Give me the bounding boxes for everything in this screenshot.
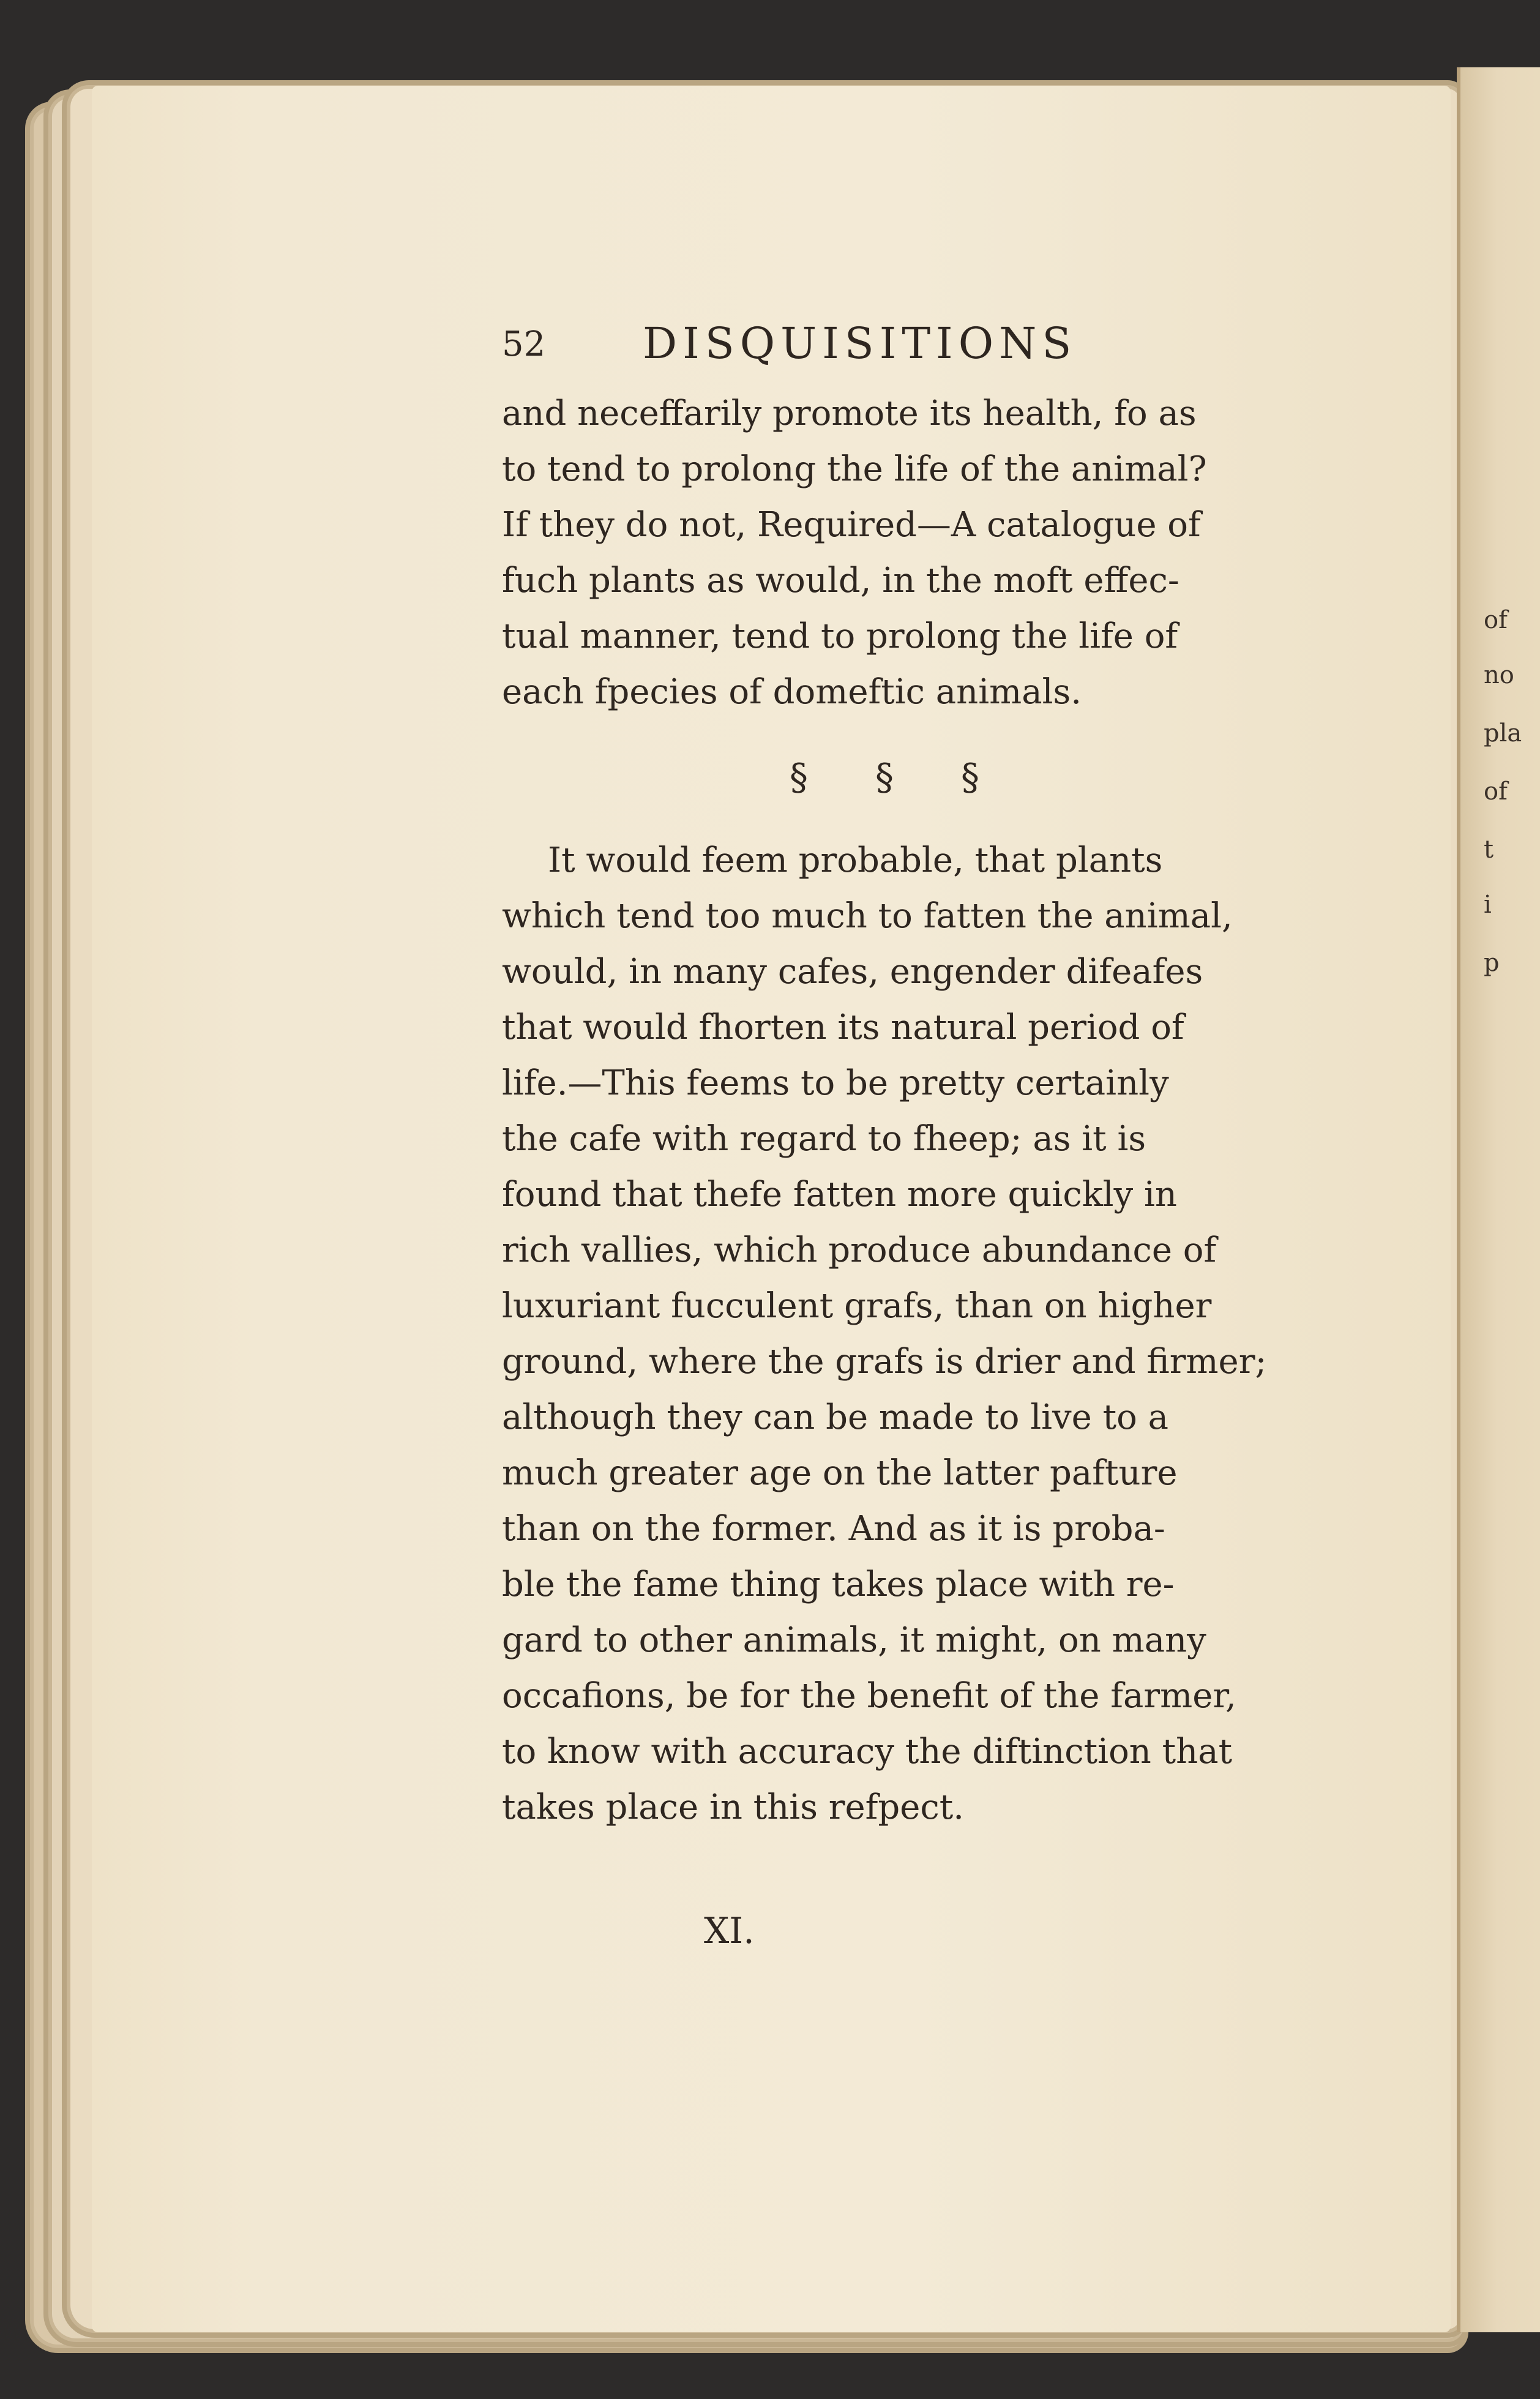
catchword: XI.: [704, 1910, 755, 1952]
text-line: luxuriant fucculent grafs, than on higher: [502, 1286, 1212, 1326]
text-line: rich vallies, which produce abundance of: [502, 1230, 1217, 1270]
facing-page-fragment: i: [1484, 891, 1492, 919]
text-line: occafions, be for the benefit of the farmer,: [502, 1676, 1236, 1716]
text-line: each fpecies of domeftic animals.: [502, 672, 1082, 712]
facing-page-fragment: pla: [1484, 719, 1522, 747]
text-line: fuch plants as would, in the moft effec-: [502, 561, 1179, 601]
facing-page-fragment: p: [1484, 949, 1500, 977]
ornament-glyph: §: [961, 756, 979, 799]
page-text: [502, 318, 1267, 1835]
text-line: than on the former. And as it is proba-: [502, 1509, 1165, 1549]
ornament-glyph: §: [790, 756, 808, 799]
text-line: takes place in this refpect.: [502, 1787, 965, 1827]
text-line: If they do not, Required—A catalogue of: [502, 505, 1201, 545]
text-line: tual manner, tend to prolong the life of: [502, 616, 1178, 656]
text-line: ground, where the grafs is drier and firmer;: [502, 1342, 1267, 1382]
text-line: much greater age on the latter pafture: [502, 1453, 1178, 1493]
facing-page-fragment: no: [1484, 661, 1514, 689]
text-line: ble the fame thing takes place with re-: [502, 1565, 1175, 1604]
paragraph-1: [502, 386, 1267, 720]
text-line: although they can be made to live to a: [502, 1398, 1169, 1437]
running-head: [502, 318, 1267, 386]
text-line: life.—This feems to be pretty certainly: [502, 1063, 1169, 1103]
paragraph-2: [502, 833, 1267, 1835]
text-line: to know with accuracy the diftinction that: [502, 1732, 1233, 1772]
text-line: the cafe with regard to fheep; as it is: [502, 1119, 1146, 1159]
text-line: found that thefe fatten more quickly in: [502, 1175, 1177, 1214]
text-line: and neceffarily promote its health, fo as: [502, 394, 1197, 433]
text-line: that would fhorten its natural period of: [502, 1008, 1184, 1047]
facing-page-fragment: of: [1484, 606, 1508, 634]
text-line: gard to other animals, it might, on many: [502, 1620, 1206, 1660]
section-ornament: [502, 756, 1267, 799]
facing-page-fragment: t: [1484, 836, 1494, 864]
running-title: DISQUISITIONS: [643, 318, 1077, 369]
text-line: It would feem probable, that plants: [548, 840, 1163, 880]
facing-page-edge: [1457, 67, 1540, 2332]
page-number: 52: [502, 324, 546, 364]
text-line: would, in many cafes, engender difeafes: [502, 952, 1203, 992]
text-line: which tend too much to fatten the animal,: [502, 896, 1233, 936]
text-line: to tend to prolong the life of the animal?: [502, 449, 1207, 489]
ornament-glyph: §: [875, 756, 894, 799]
facing-page-fragment: of: [1484, 777, 1508, 806]
